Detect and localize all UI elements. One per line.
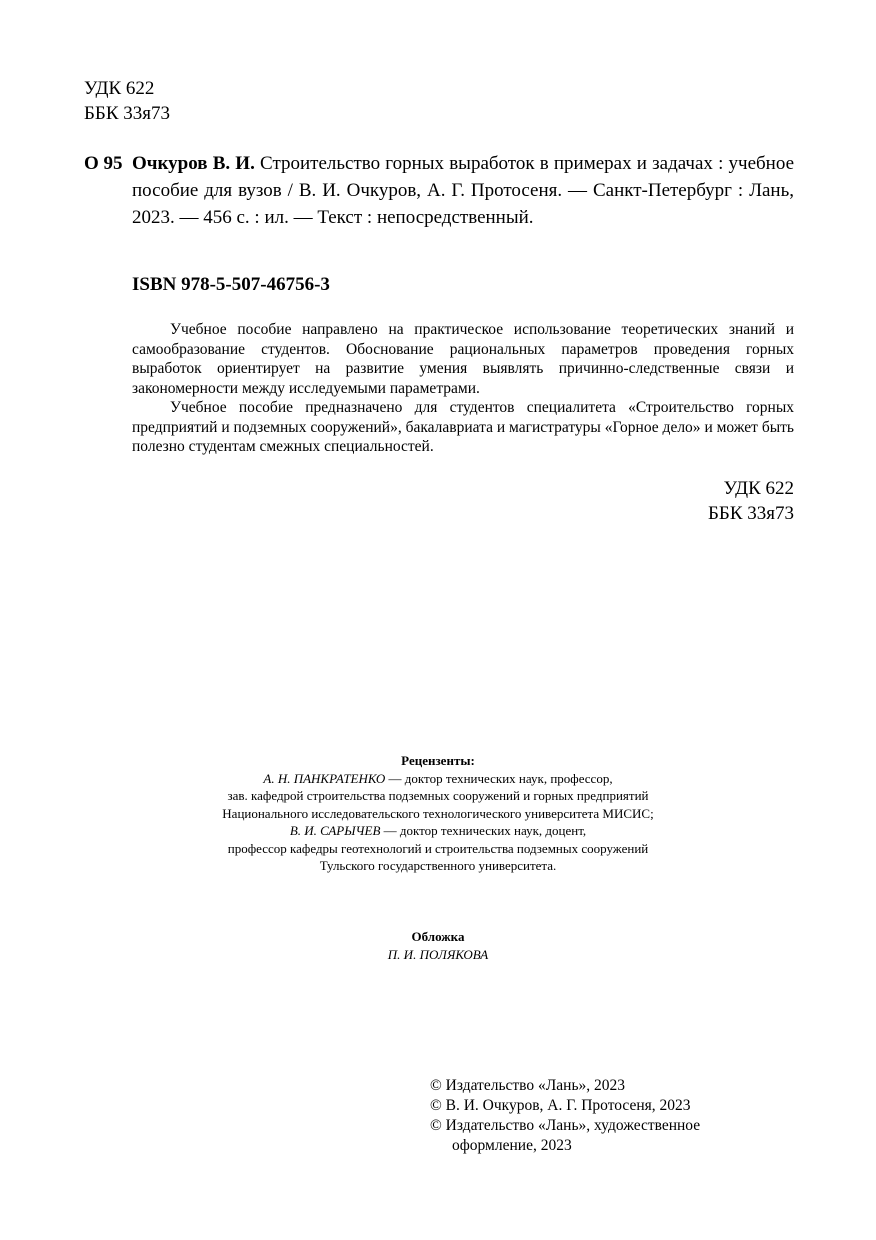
isbn: ISBN 978-5-507-46756-3 [132,274,330,295]
bibliographic-description [132,150,794,231]
annotation [132,320,794,457]
cover-heading: Обложка [411,929,465,944]
udk-code: УДК 622 [84,78,155,99]
reviewer-2 [0,822,876,840]
reviewer-2-name: В. И. САРЫЧЕВ [289,823,381,838]
reviewers-heading: Рецензенты: [401,753,475,768]
cover-credit [0,928,876,963]
reviewer-1-name: А. Н. ПАНКРАТЕНКО [263,770,386,786]
udk-code-bottom: УДК 622 [723,478,794,499]
annotation-paragraph-2: Учебное пособие предназначено для студентов специалитета «Строительство горных предприятий и подземных сооружений», бакалавриата и магистратуры «Горное дело» и может быть полезно студентам смежных специальностей. [132,399,794,455]
cover-artist: П. И. ПОЛЯКОВА [387,946,489,962]
author-mark: О 95 [84,153,123,174]
reviewer-2-position: профессор кафедры геотехнологий и строительства подземных сооружений [227,840,649,856]
copyright-line-4: оформление, 2023 [452,1137,572,1154]
bottom-classification-codes [708,476,794,526]
copyright-block [430,1076,750,1156]
copyright-line-1: © Издательство «Лань», 2023 [430,1077,626,1094]
reviewer-2-organization: Тульского государственного университета. [319,858,557,873]
author-name: Очкуров В. И. [132,153,255,174]
bbk-code: ББК 33я73 [84,103,170,124]
description-text: Строительство горных выработок в примерах и задачах : учебное пособие для вузов / В. И. Очкуров, А. Г. Протосеня. — Санкт-Петербург : Лань, 2023. — 456 с. : ил. — Текст : непосредственный. [132,153,795,228]
copyright-line-2: © В. И. Очкуров, А. Г. Протосеня, 2023 [430,1097,691,1114]
copyright-line-3: © Издательство «Лань», художественное [430,1117,701,1134]
reviewer-1-title: — доктор технических наук, профессор, [385,770,613,786]
reviewer-1-position: зав. кафедрой строительства подземных сооружений и горных предприятий [227,788,649,803]
top-classification-codes [84,76,170,126]
reviewer-2-title: — доктор технических наук, доцент, [380,823,587,838]
reviewer-1-organization: Национального исследовательского технологического университета МИСИС; [222,805,654,821]
reviewer-1 [0,770,876,788]
bbk-code-bottom: ББК 33я73 [708,503,794,524]
reviewers-block [0,752,876,875]
annotation-paragraph-1: Учебное пособие направлено на практическое использование теоретических знаний и самообразование студентов. Обоснование рациональных параметров проведения горных выработок ориентирует на развитие умения выявлять причинно-следственные связи и закономерности между исследуемыми параметрами. [132,321,794,397]
catalog-entry [84,150,794,231]
